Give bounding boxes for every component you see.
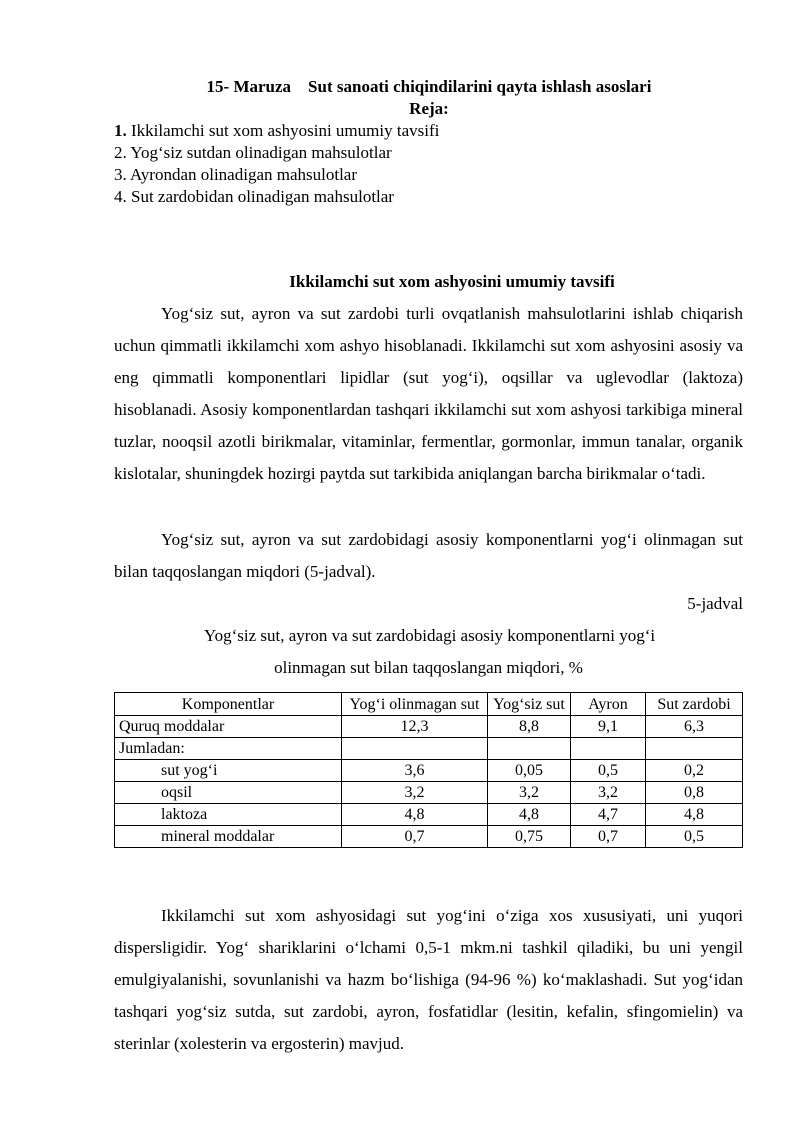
table-cell: 0,7 xyxy=(342,826,488,848)
table-cell: 3,2 xyxy=(488,782,571,804)
plan-item-number: 1. xyxy=(114,121,127,140)
table-cell: 0,5 xyxy=(571,760,646,782)
table-caption xyxy=(114,620,743,684)
paragraph-intro: Yog‘siz sut, ayron va sut zardobi turli ovqatlanish mahsulotlarini ishlab chiqarish uchun qimmatli ikkilamchi xom ashyo hisoblanadi. Ikkilamchi sut xom ashyosini asosiy va eng qimmatli komponentlari lipidlar (sut yog‘i), oqsillar va uglevodlar (laktoza) hisoblanadi. Asosiy komponentlardan tashqari ikkilamchi sut xom ashyosi tarkibiga mineral tuzlar, nooqsil azotli birikmalar, vitaminlar, fermentlar, gormonlar, immun tanalar, organik kislotalar, shuningdek hozirgi paytda sut tarkibida aniqlangan barcha birikmalar o‘tadi. xyxy=(114,304,743,483)
table-row-label: sut yog‘i xyxy=(115,760,342,782)
table-cell: 4,7 xyxy=(571,804,646,826)
table-cell: 8,8 xyxy=(488,716,571,738)
table-header-cell: Ayron xyxy=(571,693,646,716)
table-cell xyxy=(342,738,488,760)
table-row-label: oqsil xyxy=(115,782,342,804)
table-cell: 3,2 xyxy=(342,782,488,804)
table-row xyxy=(115,782,743,804)
table-cell xyxy=(488,738,571,760)
section-heading: Ikkilamchi sut xom ashyosini umumiy tavsifi xyxy=(289,272,615,291)
table-cell: 12,3 xyxy=(342,716,488,738)
table-cell: 0,5 xyxy=(646,826,743,848)
paragraph-milk-fat: Ikkilamchi sut xom ashyosidagi sut yog‘ini o‘ziga xos xususiyati, uni yuqori dispersligidir. Yog‘ shariklarini o‘lchami 0,5-1 mkm.ni tashkil qiladiki, bu uni yengil emulgiyalanishi, sovunlanishi va hazm bo‘lishiga (94-96 %) ko‘maklashadi. Sut yog‘idan tashqari yog‘siz sutda, sut zardobi, ayron, fosfatidlar (lesitin, kefalin, sfingomielin) va sterinlar (xolesterin va ergosterin) mavjud. xyxy=(114,906,743,1053)
plan-item xyxy=(114,186,439,208)
table-cell: 6,3 xyxy=(646,716,743,738)
lecture-title: 15- Maruza Sut sanoati chiqindilarini qayta ishlash asoslari xyxy=(206,77,652,96)
table-row-label: laktoza xyxy=(115,804,342,826)
table-row xyxy=(115,804,743,826)
table-header-cell: Yog‘siz sut xyxy=(488,693,571,716)
plan-item-text: Ayrondan olinadigan mahsulotlar xyxy=(126,165,358,184)
table-cell: 4,8 xyxy=(646,804,743,826)
table-row-label: Quruq moddalar xyxy=(115,716,342,738)
plan-heading: Reja: xyxy=(409,99,449,118)
table-row-label: mineral moddalar xyxy=(115,826,342,848)
table-row xyxy=(115,716,743,738)
plan-item xyxy=(114,120,439,142)
table-cell: 0,8 xyxy=(646,782,743,804)
table-reference-label: 5-jadval xyxy=(687,594,743,613)
plan-item-text: Ikkilamchi sut xom ashyosini umumiy tavsifi xyxy=(126,121,440,140)
table-cell: 4,8 xyxy=(342,804,488,826)
table-cell: 3,2 xyxy=(571,782,646,804)
table-cell: 0,2 xyxy=(646,760,743,782)
table-cell xyxy=(571,738,646,760)
table-row-label: Jumladan: xyxy=(115,738,342,760)
plan-item xyxy=(114,142,439,164)
table-header-cell: Sut zardobi xyxy=(646,693,743,716)
table-cell: 0,7 xyxy=(571,826,646,848)
table-header-row xyxy=(115,693,743,716)
table-row xyxy=(115,738,743,760)
components-table xyxy=(114,692,743,848)
plan-item-number: 4. xyxy=(114,187,127,206)
plan-list xyxy=(114,120,439,208)
table-cell: 4,8 xyxy=(488,804,571,826)
table-row xyxy=(115,760,743,782)
plan-item-number: 3. xyxy=(114,165,127,184)
table-cell: 3,6 xyxy=(342,760,488,782)
paragraph-table-intro: Yog‘siz sut, ayron va sut zardobidagi asosiy komponentlarni yog‘i olinmagan sut bilan taqqoslangan miqdori (5-jadval). xyxy=(114,530,743,581)
table-caption-line2: olinmagan sut bilan taqqoslangan miqdori, % xyxy=(274,658,583,677)
table-cell xyxy=(646,738,743,760)
table-header-cell: Komponentlar xyxy=(115,693,342,716)
table-cell: 0,75 xyxy=(488,826,571,848)
table-row xyxy=(115,826,743,848)
plan-item xyxy=(114,164,439,186)
table-cell: 0,05 xyxy=(488,760,571,782)
plan-item-number: 2. xyxy=(114,143,127,162)
table-cell: 9,1 xyxy=(571,716,646,738)
plan-item-text: Yog‘siz sutdan olinadigan mahsulotlar xyxy=(126,143,392,162)
plan-item-text: Sut zardobidan olinadigan mahsulotlar xyxy=(126,187,394,206)
table-header-cell: Yog‘i olinmagan sut xyxy=(342,693,488,716)
table-caption-line1: Yog‘siz sut, ayron va sut zardobidagi asosiy komponentlarni yog‘i xyxy=(204,626,656,645)
